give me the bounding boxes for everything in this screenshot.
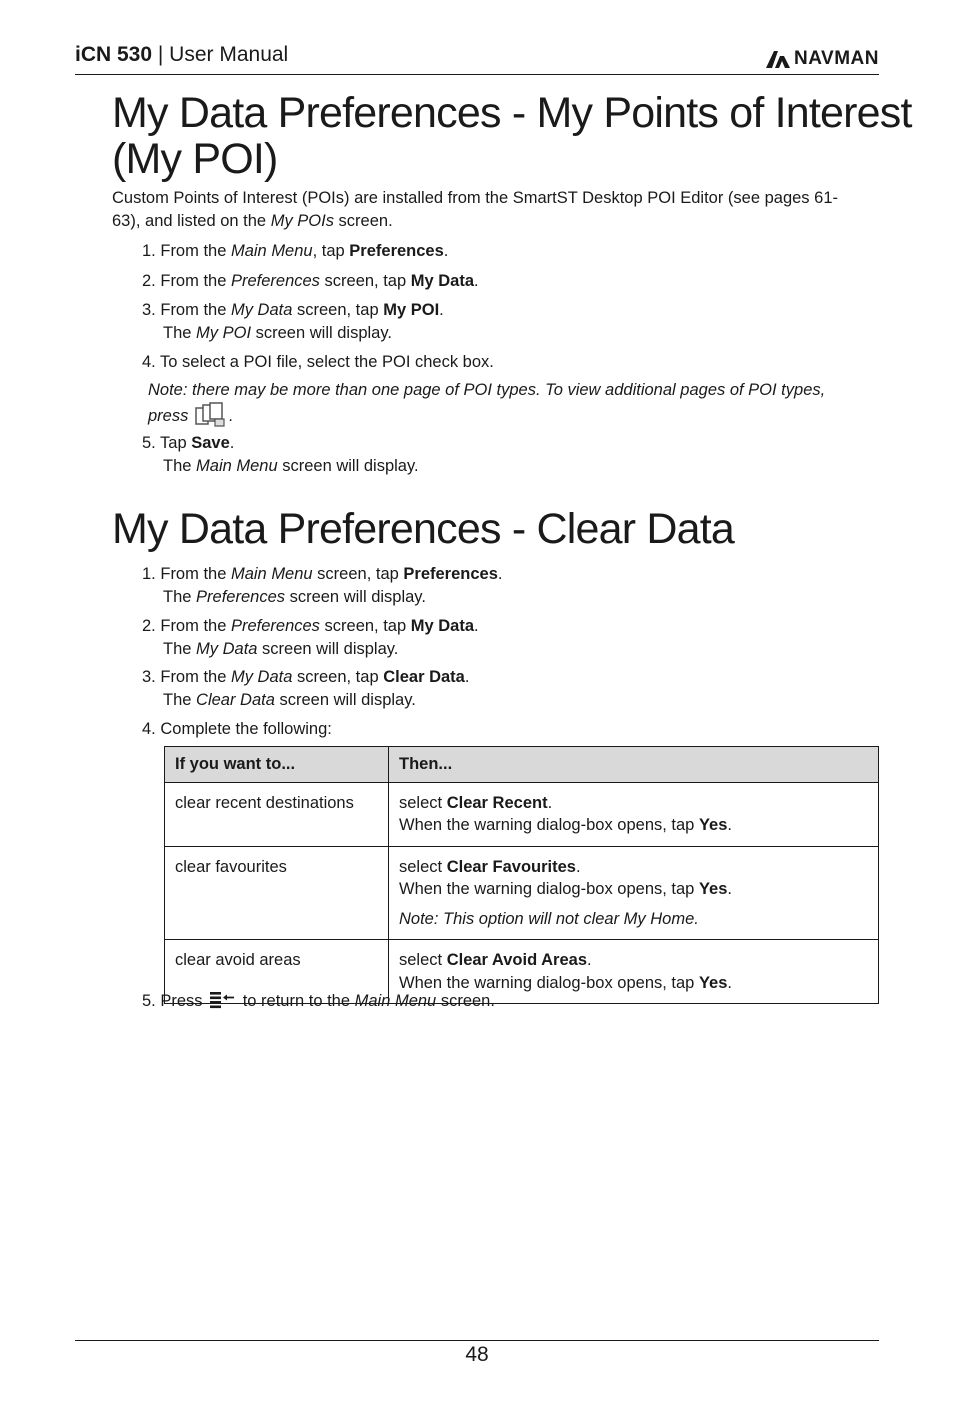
cell-yes: Yes [698, 973, 728, 992]
table-cell-want: clear favourites [165, 846, 389, 940]
step-punct: . [474, 617, 479, 635]
cell-text: When the warning dialog-box opens, tap [399, 880, 699, 898]
result-text: The [163, 639, 197, 658]
cell-yes: Yes [698, 816, 728, 834]
step-text: From the [160, 617, 231, 635]
step-text: From the [160, 242, 231, 260]
step-text: Tap [160, 434, 192, 452]
cell-option: Clear Recent [446, 793, 548, 812]
step-option: My POI [383, 301, 440, 319]
step-text: From the [160, 668, 231, 686]
cell-punct: . [576, 857, 581, 876]
step-screen-name: Main Menu [230, 565, 313, 583]
result-text: screen will display. [257, 639, 399, 658]
step-result [142, 689, 469, 712]
poi-pages-note [148, 379, 878, 428]
step-screen-name: My Data [230, 301, 293, 319]
clear-options-table [164, 746, 879, 1004]
result-text: screen will display. [251, 323, 392, 342]
result-screen-name: Clear Data [196, 690, 275, 709]
cell-option: Clear Avoid Areas [446, 951, 587, 969]
cell-text: select [399, 793, 447, 812]
intro-paragraph [112, 187, 877, 233]
step-number: 5. [142, 434, 161, 452]
step-option: My Data [410, 272, 475, 290]
table-cell-then [389, 782, 879, 846]
s2-step-5 [142, 990, 495, 1013]
table-header-row [165, 747, 879, 783]
table-header-want: If you want to... [165, 747, 389, 783]
step-result [142, 638, 479, 661]
table-row [165, 846, 879, 940]
step-screen-name: Main Menu [354, 992, 437, 1010]
result-text: The [163, 456, 197, 475]
step-text: Press [160, 992, 208, 1010]
result-screen-name: My Data [196, 639, 258, 658]
step-screen-name: Main Menu [230, 242, 313, 260]
result-text: The [163, 587, 197, 606]
table-cell-want: clear avoid areas [165, 940, 389, 1004]
s1-step-4 [142, 351, 494, 374]
step-text: screen, tap [312, 565, 404, 583]
cell-text: select [399, 857, 447, 876]
cell-yes: Yes [698, 880, 728, 898]
step-number: 4. [142, 720, 161, 738]
step-option: Preferences [403, 565, 498, 583]
table-cell-then [389, 846, 879, 940]
step-text: Complete the following: [160, 720, 332, 738]
cell-punct: . [547, 793, 553, 812]
cell-text: When the warning dialog-box opens, tap [399, 816, 699, 834]
cell-note: Note: This option will not clear My Home. [399, 909, 699, 928]
section-title-my-poi [112, 90, 912, 182]
step-number: 5. [142, 992, 161, 1010]
step-option: My Data [410, 617, 475, 635]
result-screen-name: Preferences [196, 587, 285, 606]
step-punct: . [443, 242, 449, 260]
manual-label: User Manual [169, 43, 289, 66]
cell-text: select [399, 951, 447, 969]
step-screen-name: Preferences [230, 617, 320, 635]
step-text: From the [160, 301, 231, 319]
cell-punct: . [727, 973, 732, 992]
note-end: . [228, 407, 234, 425]
step-punct: . [474, 272, 479, 290]
cell-punct: . [727, 816, 732, 834]
s2-step-1 [142, 563, 502, 608]
page-number: 48 [465, 1343, 489, 1366]
model-name: iCN 530 [75, 43, 153, 66]
table-header-then: Then... [389, 747, 879, 783]
step-text: From the [160, 272, 231, 290]
result-text: The [163, 690, 197, 709]
intro-line1: Custom Points of Interest (POIs) are installed from the SmartST Desktop POI Editor (see pages 61- [112, 189, 838, 207]
intro-line2: 63), and listed on the [112, 212, 271, 230]
note-line2: press [148, 407, 193, 425]
step-number: 3. [142, 301, 161, 319]
step-text: , tap [312, 242, 350, 260]
step-number: 1. [142, 242, 161, 260]
step-result [142, 455, 419, 478]
step-screen-name: My Data [230, 668, 293, 686]
step-text: screen, tap [292, 301, 384, 319]
result-text: The [163, 323, 197, 342]
section-title-line2: (My POI) [112, 135, 278, 183]
back-to-menu-icon [209, 991, 235, 1009]
table-cell-want: clear recent destinations [165, 782, 389, 846]
step-text: screen, tap [292, 668, 384, 686]
s2-step-2 [142, 615, 479, 660]
step-result [142, 586, 502, 609]
s2-step-3 [142, 666, 469, 711]
step-text: screen, tap [319, 272, 411, 290]
cell-punct: . [587, 951, 592, 969]
step-punct: . [497, 565, 503, 583]
result-screen-name: Main Menu [196, 456, 278, 475]
step-screen-name: Preferences [230, 272, 320, 290]
step-number: 1. [142, 565, 161, 583]
result-screen-name: My POI [196, 323, 252, 342]
footer-divider [75, 1340, 879, 1341]
title-separator: | [152, 43, 170, 66]
s1-step-3 [142, 299, 444, 344]
intro-end: screen. [333, 212, 393, 230]
section-title-line1: My Data Preferences - My Points of Interest [112, 89, 912, 137]
step-punct: . [464, 668, 470, 686]
step-number: 2. [142, 617, 161, 635]
step-text: to return to the [238, 992, 355, 1010]
cell-punct: . [727, 880, 732, 898]
document-title [75, 43, 288, 67]
result-text: screen will display. [285, 587, 426, 606]
step-number: 4. [142, 353, 161, 371]
step-text: To select a POI file, select the POI check box. [160, 353, 494, 371]
step-option: Preferences [349, 242, 444, 260]
step-number: 2. [142, 272, 161, 290]
s1-step-5 [142, 432, 419, 477]
intro-em: My POIs [270, 212, 334, 230]
step-text: screen, tap [319, 617, 411, 635]
page-header [75, 40, 879, 75]
s1-step-2 [142, 270, 479, 293]
s2-step-4 [142, 718, 332, 741]
step-text: From the [160, 565, 231, 583]
pages-icon [194, 402, 228, 428]
cell-text: When the warning dialog-box opens, tap [399, 973, 699, 992]
step-text: screen. [436, 992, 495, 1010]
cell-option: Clear Favourites [446, 857, 576, 876]
note-line1: Note: there may be more than one page of POI types. To view additional pages of POI types, [148, 381, 826, 399]
table-row [165, 782, 879, 846]
section-title-clear-data: My Data Preferences - Clear Data [112, 505, 735, 553]
step-punct: . [229, 434, 235, 452]
result-text: screen will display. [277, 456, 419, 475]
step-option: Save [191, 434, 230, 452]
step-result [142, 322, 444, 345]
navman-logo-icon [765, 49, 791, 69]
brand-name: NAVMAN [794, 48, 879, 69]
step-punct: . [439, 301, 444, 319]
s1-step-1 [142, 240, 448, 263]
step-number: 3. [142, 668, 161, 686]
result-text: screen will display. [274, 690, 416, 709]
navman-logo [765, 48, 879, 70]
step-option: Clear Data [383, 668, 465, 686]
